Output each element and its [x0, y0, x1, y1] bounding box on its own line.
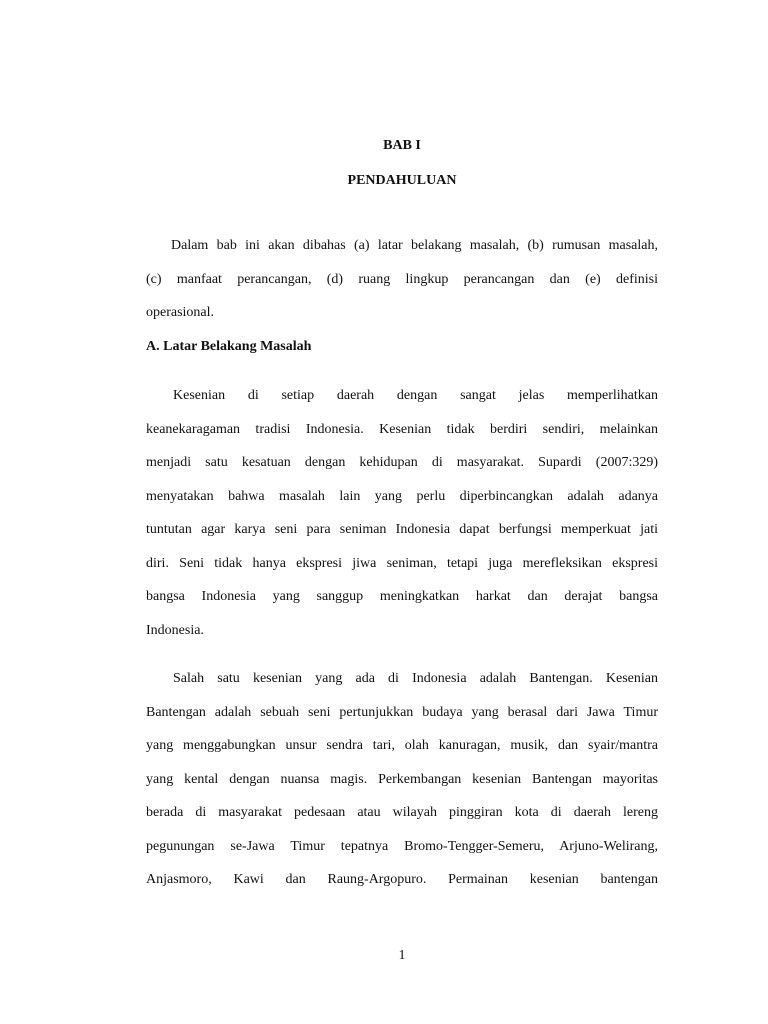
chapter-title: PENDAHULUAN [347, 173, 457, 188]
paragraph-line: Bantengan adalah sebuah seni pertunjukkan budaya yang berasal dari Jawa Timur [146, 704, 658, 720]
intro-line: operasional. [146, 305, 215, 320]
paragraph-line: berada di masyarakat pedesaan atau wilayah pinggiran kota di daerah lereng [146, 805, 658, 820]
paragraph-bantengan [146, 662, 658, 897]
intro-line: Dalam bab ini akan dibahas (a) latar belakang masalah, (b) rumusan masalah, [171, 238, 658, 253]
paragraph-line: diri. Seni tidak hanya ekspresi jiwa seniman, tetapi juga merefleksikan ekspresi [146, 555, 658, 571]
paragraph-line: Indonesia. [146, 622, 204, 638]
paragraph-line: menjadi satu kesatuan dengan kehidupan di masyarakat. Supardi (2007:329) [146, 455, 658, 470]
paragraph-line: Anjasmoro, Kawi dan Raung-Argopuro. Permainan kesenian bantengan [146, 872, 658, 887]
chapter-label: BAB I [383, 138, 421, 153]
paragraph-line: Kesenian di setiap daerah dengan sangat jelas memperlihatkan [173, 388, 658, 403]
section-heading: A. Latar Belakang Masalah [146, 339, 312, 354]
intro-paragraph [146, 229, 658, 330]
paragraph-line: tuntutan agar karya seni para seniman Indonesia dapat berfungsi memperkuat jati [146, 522, 658, 537]
paragraph-line: yang kental dengan nuansa magis. Perkembangan kesenian Bantengan mayoritas [146, 771, 658, 787]
page-number: 1 [398, 948, 406, 963]
intro-line: (c) manfaat perancangan, (d) ruang lingkup perancangan dan (e) definisi [146, 271, 658, 287]
paragraph-line: Salah satu kesenian yang ada di Indonesia adalah Bantengan. Kesenian [173, 671, 658, 686]
paragraph-line: menyatakan bahwa masalah lain yang perlu diperbincangkan adalah adanya [146, 488, 658, 504]
paragraph-line: keanekaragaman tradisi Indonesia. Kesenian tidak berdiri sendiri, melainkan [146, 421, 658, 437]
paragraph-line: bangsa Indonesia yang sanggup meningkatkan harkat dan derajat bangsa [146, 589, 658, 604]
paragraph-background [146, 379, 658, 647]
paragraph-line: pegunungan se-Jawa Timur tepatnya Bromo-Tengger-Semeru, Arjuno-Welirang, [146, 838, 658, 854]
paragraph-line: yang menggabungkan unsur sendra tari, olah kanuragan, musik, dan syair/mantra [146, 738, 658, 753]
